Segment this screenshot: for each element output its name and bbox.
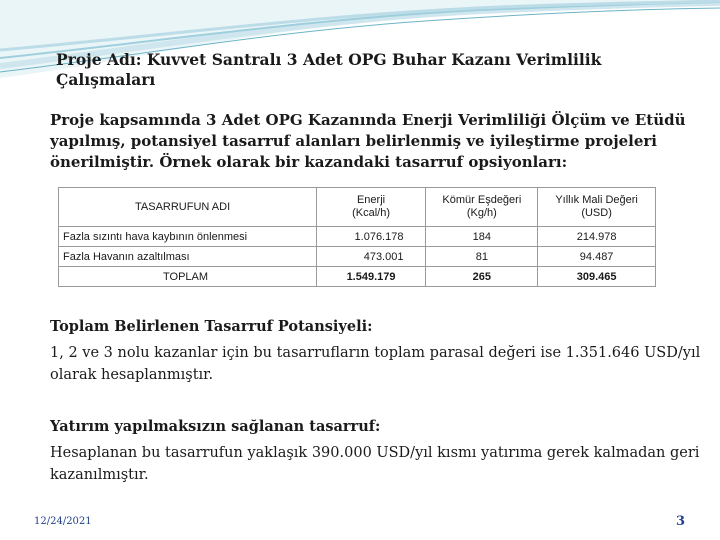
intro-paragraph: Proje kapsamında 3 Adet OPG Kazanında Enerji Verimliliği Ölçüm ve Etüdü yapılmış, potansiyel tasarruf alanları belirlenmiş ve iyileştirme projeleri önerilmiştir. Örnek olarak bir kazandaki tasarruf opsiyonları: xyxy=(50,111,686,171)
header-coal-line1: Kömür Eşdeğeri xyxy=(442,194,522,206)
row-name: Fazla Havanın azaltılması xyxy=(59,247,317,267)
row-energy: 473.001 xyxy=(316,247,426,267)
row-energy: 1.076.178 xyxy=(316,227,426,247)
table-header-row xyxy=(59,188,656,227)
header-energy-line2: (Kcal/h) xyxy=(352,207,390,219)
total-energy: 1.549.179 xyxy=(316,267,426,287)
savings-table xyxy=(58,187,656,287)
row-name: Fazla sızıntı hava kaybının önlenmesi xyxy=(59,227,317,247)
row-coal: 184 xyxy=(426,227,538,247)
section2-text: Hesaplanan bu tasarrufun yaklaşık 390.000 USD/yıl kısmı yatırıma gerek kalmadan geri kazanılmıştır. xyxy=(50,445,700,483)
header-value-line2: (USD) xyxy=(581,207,612,219)
table-row xyxy=(59,227,656,247)
section1-text: 1, 2 ve 3 nolu kazanlar için bu tasarrufların toplam parasal değeri ise 1.351.646 USD/yıl olarak hesaplanmıştır. xyxy=(50,345,701,383)
total-label: TOPLAM xyxy=(59,267,317,287)
row-coal: 81 xyxy=(426,247,538,267)
row-value: 214.978 xyxy=(538,227,656,247)
header-annual-value xyxy=(538,188,656,227)
section1-heading: Toplam Belirlenen Tasarruf Potansiyeli: xyxy=(50,318,373,335)
header-energy-line1: Enerji xyxy=(356,194,386,206)
slide-title: Proje Adı: Kuvvet Santralı 3 Adet OPG Buhar Kazanı Verimlilik Çalışmaları xyxy=(56,50,602,89)
header-energy xyxy=(316,188,426,227)
table-row xyxy=(59,247,656,267)
header-coal xyxy=(426,188,538,227)
table-total-row xyxy=(59,267,656,287)
header-savings-name: TASARRUFUN ADI xyxy=(59,188,317,227)
page-number: 3 xyxy=(676,514,686,529)
total-value: 309.465 xyxy=(538,267,656,287)
section2-heading: Yatırım yapılmaksızın sağlanan tasarruf: xyxy=(50,418,381,435)
slide-date: 12/24/2021 xyxy=(34,516,92,527)
header-value-line1: Yıllık Mali Değeri xyxy=(555,194,638,206)
row-value: 94.487 xyxy=(538,247,656,267)
total-coal: 265 xyxy=(426,267,538,287)
header-coal-line2: (Kg/h) xyxy=(466,207,497,219)
